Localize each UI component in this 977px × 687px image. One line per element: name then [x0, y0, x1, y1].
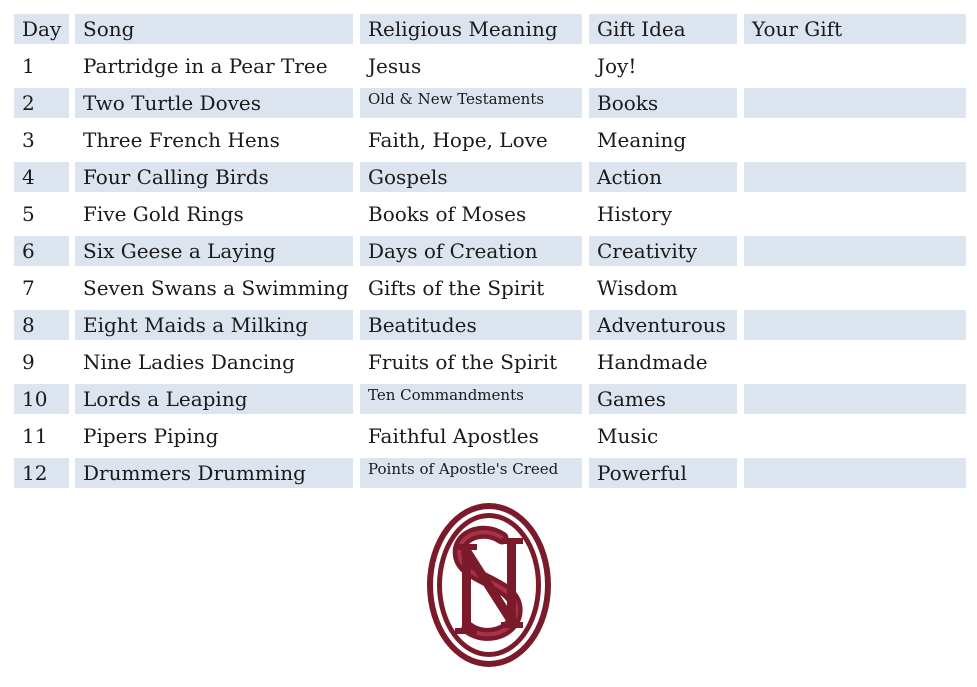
- your-gift-cell[interactable]: [744, 421, 966, 451]
- table-row: [14, 310, 966, 340]
- your-gift-cell[interactable]: [744, 199, 966, 229]
- gift-table: [14, 14, 966, 495]
- day-cell: 1: [22, 54, 35, 78]
- gift-idea-cell: History: [597, 202, 673, 226]
- meaning-cell: Points of Apostle's Creed: [360, 458, 582, 488]
- table-row: [14, 347, 966, 377]
- table-row: [14, 88, 966, 118]
- day-cell: 12: [14, 458, 69, 488]
- gift-idea-cell: Wisdom: [597, 276, 678, 300]
- table-row: [14, 458, 966, 488]
- header-religious-meaning: Religious Meaning: [360, 14, 582, 44]
- monogram-seal-icon: [424, 500, 554, 670]
- your-gift-cell[interactable]: [744, 162, 966, 192]
- song-cell: Lords a Leaping: [75, 384, 353, 414]
- your-gift-cell[interactable]: [744, 458, 966, 488]
- meaning-cell: Faith, Hope, Love: [368, 128, 548, 152]
- meaning-cell: Beatitudes: [360, 310, 582, 340]
- header-song: Song: [75, 14, 353, 44]
- meaning-cell: Faithful Apostles: [368, 424, 539, 448]
- your-gift-cell[interactable]: [744, 384, 966, 414]
- your-gift-cell[interactable]: [744, 347, 966, 377]
- song-cell: Six Geese a Laying: [75, 236, 353, 266]
- table-row: [14, 125, 966, 155]
- header-your-gift: Your Gift: [744, 14, 966, 44]
- gift-idea-cell: Joy!: [597, 54, 637, 78]
- day-cell: 11: [22, 424, 48, 448]
- day-cell: 6: [14, 236, 69, 266]
- your-gift-cell[interactable]: [744, 51, 966, 81]
- table-row: [14, 421, 966, 451]
- table-row: [14, 273, 966, 303]
- header-gift-idea: Gift Idea: [589, 14, 737, 44]
- meaning-cell: Days of Creation: [360, 236, 582, 266]
- meaning-cell: Jesus: [368, 54, 422, 78]
- table-row: [14, 384, 966, 414]
- your-gift-cell[interactable]: [744, 88, 966, 118]
- gift-idea-cell: Games: [589, 384, 737, 414]
- meaning-cell: Books of Moses: [368, 202, 527, 226]
- meaning-cell: Gifts of the Spirit: [368, 276, 545, 300]
- song-cell: Seven Swans a Swimming: [83, 276, 349, 300]
- song-cell: Drummers Drumming: [75, 458, 353, 488]
- gift-idea-cell: Adventurous: [589, 310, 737, 340]
- gift-idea-cell: Music: [597, 424, 659, 448]
- meaning-cell: Fruits of the Spirit: [368, 350, 558, 374]
- gift-idea-cell: Books: [589, 88, 737, 118]
- song-cell: Four Calling Birds: [75, 162, 353, 192]
- table-row: [14, 162, 966, 192]
- meaning-cell: Gospels: [360, 162, 582, 192]
- song-cell: Eight Maids a Milking: [75, 310, 353, 340]
- day-cell: 10: [14, 384, 69, 414]
- song-cell: Nine Ladies Dancing: [83, 350, 295, 374]
- header-day: Day: [14, 14, 69, 44]
- gift-idea-cell: Powerful: [589, 458, 737, 488]
- song-cell: Pipers Piping: [83, 424, 219, 448]
- gift-idea-cell: Handmade: [597, 350, 708, 374]
- day-cell: 8: [14, 310, 69, 340]
- your-gift-cell[interactable]: [744, 310, 966, 340]
- song-cell: Three French Hens: [83, 128, 280, 152]
- your-gift-cell[interactable]: [744, 125, 966, 155]
- day-cell: 3: [22, 128, 35, 152]
- table-header-row: [14, 14, 966, 44]
- song-cell: Partridge in a Pear Tree: [83, 54, 328, 78]
- day-cell: 4: [14, 162, 69, 192]
- gift-idea-cell: Creativity: [589, 236, 737, 266]
- day-cell: 5: [22, 202, 35, 226]
- your-gift-cell[interactable]: [744, 273, 966, 303]
- meaning-cell: Ten Commandments: [360, 384, 582, 414]
- your-gift-cell[interactable]: [744, 236, 966, 266]
- table-row: [14, 51, 966, 81]
- gift-idea-cell: Meaning: [597, 128, 687, 152]
- table-row: [14, 236, 966, 266]
- day-cell: 9: [22, 350, 35, 374]
- meaning-cell: Old & New Testaments: [360, 88, 582, 118]
- gift-idea-cell: Action: [589, 162, 737, 192]
- table-row: [14, 199, 966, 229]
- song-cell: Two Turtle Doves: [75, 88, 353, 118]
- day-cell: 2: [14, 88, 69, 118]
- song-cell: Five Gold Rings: [83, 202, 244, 226]
- day-cell: 7: [22, 276, 35, 300]
